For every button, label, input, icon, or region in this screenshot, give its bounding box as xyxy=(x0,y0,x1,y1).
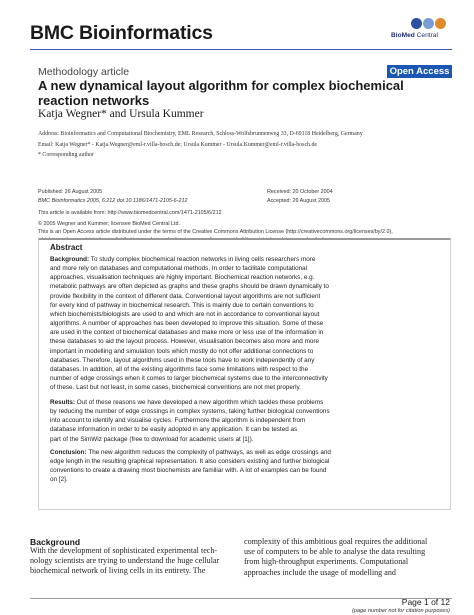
author-address: Address: Bioinformatics and Computational Biochemistry, EML Research, Schloss-Wolfsbrunnenweg 33, D-69118 Heidelberg, Germany xyxy=(38,131,363,137)
abstract-results xyxy=(50,398,440,444)
published-date: Published: 26 August 2005 xyxy=(38,189,103,195)
accepted-date: Accepted: 26 August 2005 xyxy=(267,198,330,204)
publisher-logo xyxy=(391,18,451,44)
abstract-line: Out of these reasons we have developed a new algorithm which tackles these problems xyxy=(76,399,324,406)
article-title: A new dynamical layout algorithm for complex biochemical reaction networks xyxy=(38,78,404,108)
abstract-line: important in modelling and simulation tools which mostly do not offer additional connections to xyxy=(50,347,314,355)
abstract-line: conventions to create a drawing most biochemists are familiar with. A lot of examples can be found xyxy=(50,467,327,475)
abstract-line: part of the SimWiz package (free to download for academic users at [1]). xyxy=(50,435,254,443)
body-line: from high-throughput experiments. Computational xyxy=(244,557,409,567)
abstract-line: databases. In addition, all of the existing algorithms face some limitations with respect to the xyxy=(50,365,309,373)
abstract-line: are used in the context of biochemical databases and make more or less use of the information in xyxy=(50,329,324,337)
logo-text-biomed: BioMed xyxy=(391,32,415,39)
abstract-line: metabolic pathways are often depicted as graphs and these graphs should be drawn dynamically to xyxy=(50,283,329,291)
journal-title: BMC Bioinformatics xyxy=(30,22,213,44)
abstract-line: number of edge crossings when it comes to larger biochemical systems due to the interconnectivity xyxy=(50,375,328,383)
corresponding-note: * Corresponding author xyxy=(38,152,94,158)
abstract-line: and more rely on databases and computational methods. In order to facilitate computational xyxy=(50,265,308,273)
abstract-results-label: Results: xyxy=(50,399,76,406)
body-line: approaches include the usage of modelling and xyxy=(244,567,396,577)
abstract-conclusion-label: Conclusion: xyxy=(50,449,87,456)
body-line: nology scientists are trying to understand the huge cellular xyxy=(30,556,220,566)
abstract-line: edge length in the resulting graphical representation. It also considers existing and further biological xyxy=(50,458,330,466)
footer-rule xyxy=(30,598,452,599)
abstract-line: To study complex biochemical reaction networks in living cells researchers more xyxy=(90,256,316,263)
abstract-line: these databases to aid the layout process. However, visualisation becomes also more and more xyxy=(50,338,320,346)
abstract-line: algorithms. A number of approaches has been developed to improve this situation. Some of these xyxy=(50,320,324,328)
copyright-line: © 2005 Wegner and Kummer; licensee BioMed Central Ltd. xyxy=(38,221,181,227)
body-line: use of computers to be able to analyse the data resulting xyxy=(244,547,426,557)
abstract-line: approaches, visualisation techniques are highly important. Biochemical reaction networks, e.g. xyxy=(50,274,315,282)
abstract-line: for every kind of pathway in biochemical research. This is mainly due to certain conventions to xyxy=(50,301,314,309)
background-heading: Background xyxy=(30,537,81,547)
abstract-background-label: Background: xyxy=(50,256,90,263)
abstract-line: The new algorithm reduces the complexity of pathways, as well as edge crossings and xyxy=(88,449,331,456)
received-date: Received: 20 October 2004 xyxy=(267,189,333,195)
section-label: Methodology article xyxy=(38,66,130,78)
logo-text-central: Central xyxy=(416,32,438,39)
abstract-line: on [2]. xyxy=(50,476,68,484)
logo-circles-icon xyxy=(411,18,451,30)
citation: BMC Bioinformatics 2005, 6:212 doi:10.1186/1471-2105-6-212 xyxy=(38,198,188,204)
open-access-badge: Open Access xyxy=(387,65,452,78)
body-left-column xyxy=(30,546,234,577)
author-emails: Email: Katja Wegner* - Katja.Wegner@eml-r.villa-bosch.de; Ursula Kummer - Ursula.Kummer@eml-r.villa-bosch.de xyxy=(38,142,318,148)
article-authors: Katja Wegner* and Ursula Kummer xyxy=(38,108,204,120)
abstract-line: databases. Therefore, layout algorithms used in these tools have to work independently of any xyxy=(50,356,315,364)
abstract-background xyxy=(50,255,440,392)
page-number-note: (page number not for citation purposes) xyxy=(352,608,450,614)
article-url-line[interactable]: This article is available from: http://www.biomedcentral.com/1471-2105/6/212 xyxy=(38,210,222,216)
abstract-line: into account to identify and visualise cycles. Furthermore the algorithm is independent from xyxy=(50,417,306,425)
abstract-line: of these. Last but not least, in some cases, biochemical conventions are not met properly. xyxy=(50,384,301,392)
body-right-column xyxy=(244,537,452,578)
abstract-line: by reducing the number of edge crossings in complex systems, taking further biological conventions xyxy=(50,408,330,416)
body-line: biochemical network of living cells in its entirety. The xyxy=(30,566,206,576)
abstract-line: database information in order to be easily adopted in any application. It can be tested as xyxy=(50,426,298,434)
body-line: With the development of sophisticated experimental tech- xyxy=(30,546,218,555)
abstract-line: which biochemists/biologists are used to and which are not in accordance to conventional layout xyxy=(50,310,320,318)
body-line: complexity of this ambitious goal requires the additional xyxy=(244,537,428,546)
license-line[interactable]: This is an Open Access article distributed under the terms of the Creative Commons Attribution License (http://creativecommons.org/licenses/by/2.0), xyxy=(38,229,393,235)
page-number: Page 1 of 12 xyxy=(401,597,450,607)
abstract-heading: Abstract xyxy=(50,243,83,252)
abstract-conclusion xyxy=(50,448,440,485)
abstract-line: provide flexibility in the context of different data. Conventional layout algorithms are not sufficient xyxy=(50,292,321,300)
header-rule xyxy=(30,49,452,50)
